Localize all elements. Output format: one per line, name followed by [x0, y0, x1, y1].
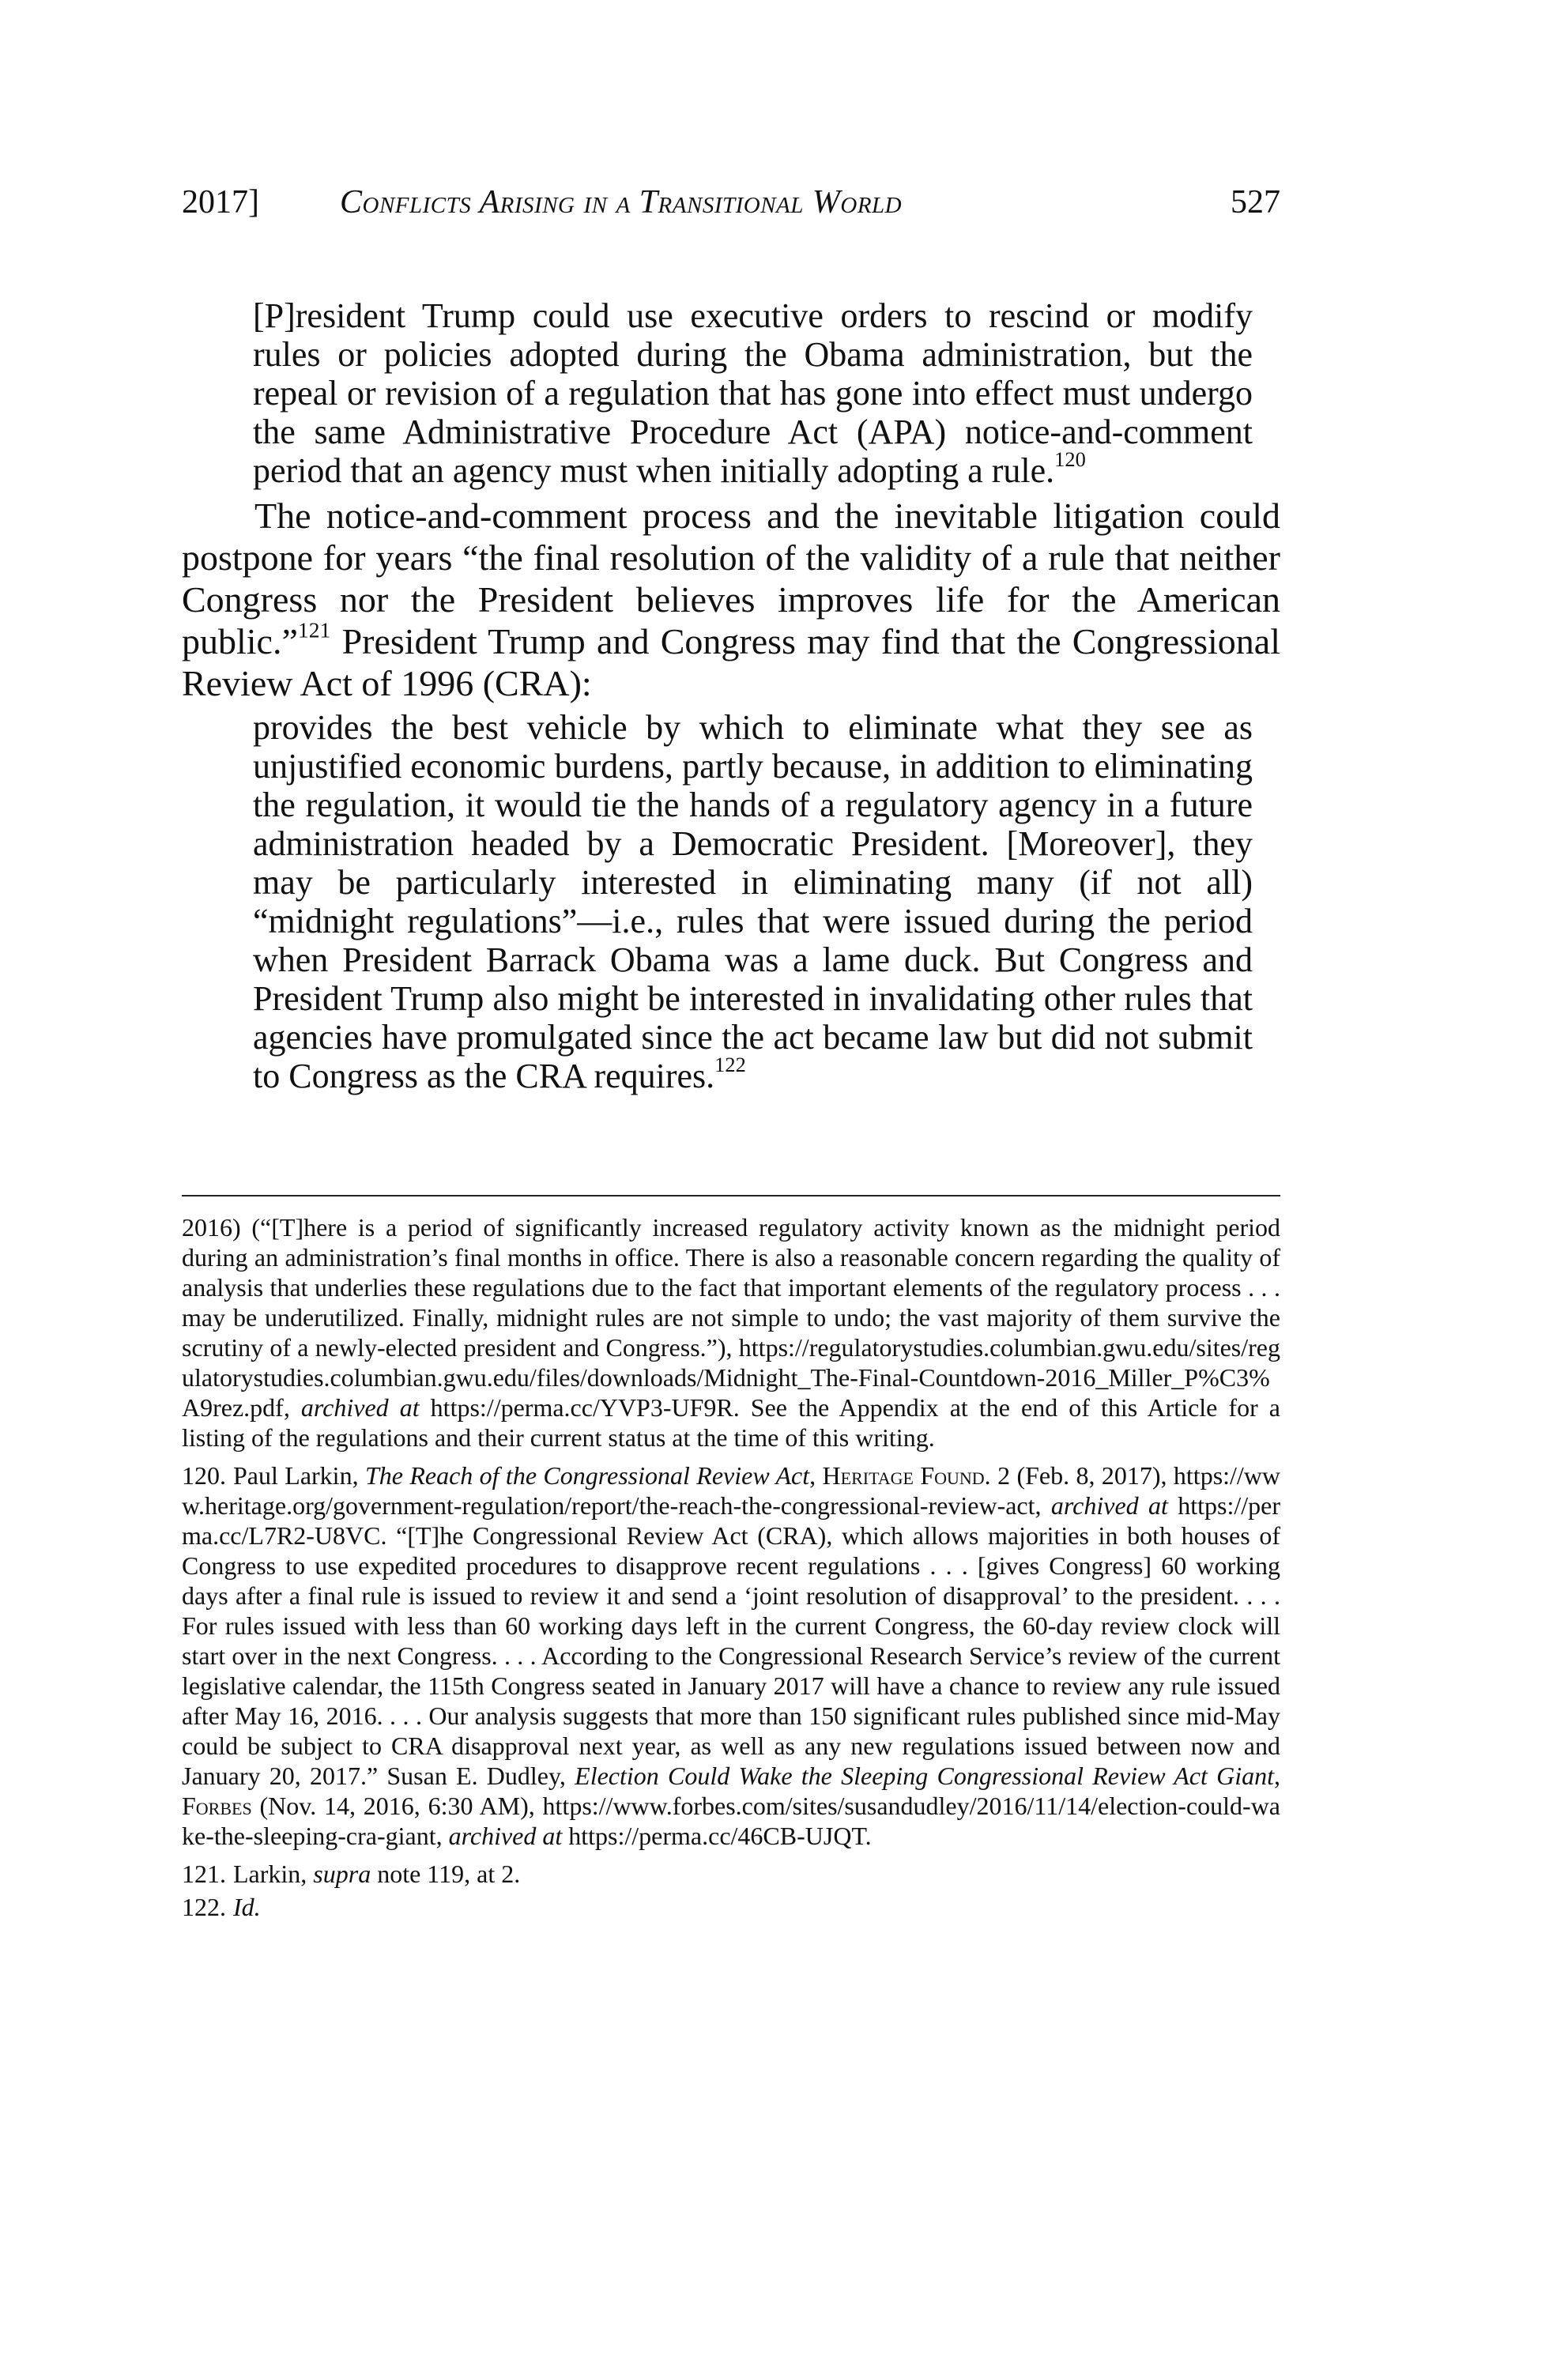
header-title: Conflicts Arising in a Transitional World: [340, 184, 903, 220]
footnote-ref-120[interactable]: 120: [1054, 447, 1086, 472]
footnote-119-url[interactable]: https://regulatorystudies.columbian.gwu.edu/sites/regulatorystudies.columbian.gwu.edu/files/downloads/Midnight_The-Final-Countdown-2016_Miller_P%C3%A9rez.pdf,: [182, 1333, 1280, 1422]
footnote-120-publisher-2: Forbes: [182, 1792, 252, 1820]
footnote-121-rest: note 119, at 2.: [371, 1860, 521, 1888]
footnote-120-archived-label: archived at: [1050, 1491, 1168, 1520]
footnote-122-number: 122.: [182, 1893, 226, 1921]
footnote-121: [182, 1859, 1280, 1889]
footnote-121-number: 121.: [182, 1860, 226, 1888]
page-number: 527: [1231, 184, 1280, 220]
footnote-119-archived-label: archived at: [300, 1393, 420, 1422]
footnote-120-author: Paul Larkin,: [233, 1461, 365, 1490]
footnote-119-continuation: [182, 1212, 1280, 1453]
block-quote-2-text: provides the best vehicle by which to eliminate what they see as unjustified economic burdens, partly because, in addition to eliminating the regulation, it would tie the hands of a regulatory agency in a future administration headed by a Democratic President. [Moreover], they may be particularly interested in eliminating many (if not all) “midnight regulations”—i.e., rules that were issued during the period when President Barrack Obama was a lame duck. But Congress and President Trump also might be interested in invalidating other rules that agencies have promulgated since the act became law but did not submit to Congress as the CRA requires.: [253, 708, 1253, 1095]
footnote-119-text-a: 2016) (“[T]here is a period of significantly increased regulatory activity known as the midnight period during an administration’s final months in office. There is also a reasonable concern regarding the quality of analysis that underlies these regulations due to the fact that important elements of the regulatory process . . . may be underutilized. Finally, midnight rules are not simple to undo; the vast majority of them survive the scrutiny of a newly-elected president and Congress.”),: [182, 1213, 1280, 1362]
footnote-120-quote: “[T]he Congressional Review Act (CRA), which allows majorities in both houses of Congress to use expedited procedures to disapprove recent regulations . . . [gives Congress] 60 working days after a final rule is issued to review it and send a ‘joint resolution of disapproval’ to the president. . . . For rules issued with less than 60 working days left in the current Congress, the 60-day review clock will start over in the next Congress. . . . According to the Congressional Research Service’s review of the current legislative calendar, the 115th Congress seated in January 2017 will have a chance to review any rule issued after May 16, 2016. . . . Our analysis suggests that more than 150 significant rules published since mid-May could be subject to CRA disapproval next year, as well as any new regulations issued between now and January 20, 2017.” Susan E. Dudley,: [182, 1521, 1280, 1790]
footnote-120-perma-link[interactable]: https://perma.cc/L7R2-U8VC.: [182, 1491, 1281, 1550]
footnote-120: 120. Paul Larkin, The Reach of the Congressional Review Act, Heritage Found. 2 (Feb. 8, 2017), https://www.heritage.org/government-regulation/report/the-reach-the-congressional-review-act, archived at https://perma.cc/L7R2-U8VC. “[T]he Congressional Review Act (CRA), which allows majorities in both houses of Congress to use expedited procedures to disapprove recent regulations . . . [gives Congress] 60 working days after a final rule is issued to review it and send a ‘joint resolution of disapproval’ to the president. . . . For rules issued with less than 60 working days left in the current Congress, the 60-day review clock will start over in the next Congress. . . . According to the Congressional Research Service’s review of the current legislative calendar, the 115th Congress seated in January 2017 will have a chance to review any rule issued after May 16, 2016. . . . Our analysis suggests that more than 150 significant rules published since mid-May could be subject to CRA disapproval next year, as well as any new regulations issued between now and January 20, 2017.” Susan E. Dudley, Election Could Wake the Sleeping Congressional Review Act Giant, Forbes (Nov. 14, 2016, 6:30 AM), https://www.forbes.com/sites/susandudley/2016/11/14/election-could-wake-the-sleeping-cra-giant, archived at https://perma.cc/46CB-UJQT.: [182, 1461, 1281, 1850]
footnote-120-comma: ,: [1274, 1762, 1281, 1790]
footnote-120-title-2: Election Could Wake the Sleeping Congressional Review Act Giant: [575, 1762, 1275, 1790]
running-header: [182, 179, 1280, 226]
header-year: 2017]: [182, 184, 259, 220]
footnote-121-author: Larkin,: [233, 1860, 314, 1888]
block-quote-1: [253, 296, 1253, 490]
body-paragraph-text-1: The notice-and-comment process and the inevitable litigation could postpone for years “the final resolution of the validity of a rule that neither Congress nor the President believes improves life for the American public.”: [182, 496, 1280, 661]
footnote-122-signal: Id.: [233, 1893, 261, 1921]
body-paragraph-text-2: President Trump and Congress may find that the Congressional Review Act of 1996 (CRA):: [182, 621, 1280, 703]
block-quote-1-text: [P]resident Trump could use executive orders to rescind or modify rules or policies adopted during the Obama administration, but the repeal or revision of a regulation that has gone into effect must undergo the same Administrative Procedure Act (APA) notice-and-comment period that an agency must when initially adopting a rule.: [253, 296, 1253, 490]
footnote-120-date: (Nov. 14, 2016, 6:30 AM),: [251, 1792, 543, 1820]
footnote-119-text-b: See the Appendix at the end of this Article for a listing of the regulations and their current status at the time of this writing.: [182, 1393, 1281, 1452]
footnote-121-signal: supra: [313, 1860, 371, 1888]
footnote-120-publisher: Heritage Found.: [822, 1461, 991, 1490]
footnote-120-number: 120.: [182, 1461, 226, 1490]
footnote-120-text-a: 2 (Feb. 8, 2017),: [990, 1461, 1174, 1490]
footnote-divider: [182, 1195, 1280, 1196]
footnote-120-title: The Reach of the Congressional Review Act: [364, 1461, 810, 1490]
footnote-ref-121[interactable]: 121: [297, 617, 331, 643]
footnotes-section: [182, 1212, 1280, 1925]
footnote-120-forbes-url[interactable]: https://www.forbes.com/sites/susandudley/2016/11/14/election-could-wake-the-sleeping-cra-giant,: [182, 1792, 1280, 1850]
footnote-119-perma-link[interactable]: https://perma.cc/YVP3-UF9R.: [430, 1393, 740, 1422]
footnote-120-url[interactable]: https://www.heritage.org/government-regulation/report/the-reach-the-congressional-review-act,: [182, 1461, 1281, 1520]
block-quote-2: [253, 708, 1253, 1095]
footnote-120-archived-label-2: archived at: [448, 1822, 563, 1850]
body-paragraph: [182, 495, 1280, 704]
footnote-122: [182, 1892, 1280, 1922]
footnote-120-perma-link-2[interactable]: https://perma.cc/46CB-UJQT.: [562, 1822, 872, 1850]
footnote-ref-122[interactable]: 122: [714, 1053, 746, 1077]
